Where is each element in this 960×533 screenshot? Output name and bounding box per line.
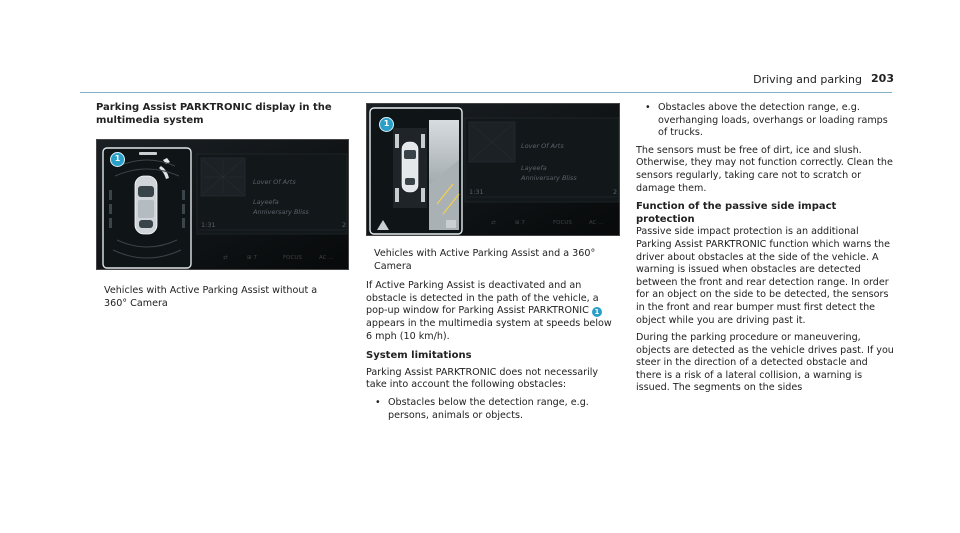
bullet-text: Obstacles above the detection range, e.g. overhanging loads, overhangs or loading ramps of trucks. [658, 102, 888, 139]
parktronic-360-display-image [366, 103, 620, 236]
bullet-item [636, 102, 896, 140]
bottom-bar-item: ⊞ 7 [247, 255, 257, 261]
column-2 [366, 248, 620, 422]
bottom-bar-item: AC ... [319, 255, 334, 261]
bottom-bar-item: ⇄ [223, 255, 228, 261]
subheading: Function of the passive side impact protection [636, 201, 837, 225]
track-time-end: 2 [613, 188, 618, 196]
paragraph: During the parking procedure or maneuvering, objects are detected as the vehicle drives past. If you steer in the direction of a detected obstacle and there is a risk of a lateral collision, a warning is issued. The segments on the sides [636, 332, 894, 394]
column-1 [96, 102, 350, 127]
track-title: Lover Of Arts [521, 142, 564, 150]
page-number: 203 [871, 72, 894, 85]
track-title: Lover Of Arts [253, 178, 296, 186]
paragraph: Passive side impact protection is an additional Parking Assist PARKTRONIC function which warns the driver about obstacles at the side of the vehicle. A warning is issued when obstacles are detected between the front and rear detection range. In order for an object on the side to be detected, the sensors in the front and rear bumper must first detect the object while you are driving past it. [636, 226, 891, 326]
bottom-bar-item: ⇄ [491, 220, 496, 226]
bullet-text: Obstacles below the detection range, e.g. persons, animals or objects. [388, 396, 589, 421]
paragraph [366, 280, 620, 343]
bullet-symbol: • [375, 396, 381, 408]
column-3 [636, 102, 896, 395]
image-caption: Vehicles with Active Parking Assist without a 360° Camera [104, 285, 318, 309]
parktronic-360-screen-graphic [367, 104, 620, 236]
callout-badge: 1 [110, 152, 125, 167]
column-1-caption-block [96, 285, 350, 310]
callout-badge: 1 [379, 117, 394, 132]
album-name: Anniversary Bliss [253, 208, 309, 216]
bullet-symbol: • [645, 102, 651, 113]
artist-name: Layeefa [253, 198, 279, 206]
paragraph-text: If Active Parking Assist is deactivated and an obstacle is detected in the path of the vehicle, a pop-up window for Parking Assist PARKTRONIC [366, 280, 599, 317]
bottom-bar-item: FOCUS [553, 220, 572, 226]
track-time: 1:31 [201, 221, 216, 229]
parktronic-display-image [96, 139, 349, 270]
paragraph: The sensors must be free of dirt, ice and slush. Otherwise, they may not function correctly. Clean the sensors regularly, taking care not to scratch or damage them. [636, 144, 893, 194]
header-divider [80, 92, 892, 93]
bottom-bar-item: AC ... [589, 220, 604, 226]
subheading: System limitations [366, 350, 472, 362]
album-name: Anniversary Bliss [521, 174, 577, 182]
track-time: 1:31 [469, 188, 484, 196]
callout-badge-inline: 1 [592, 307, 602, 317]
artist-name: Layeefa [521, 164, 547, 172]
section-heading: Parking Assist PARKTRONIC display in the multimedia system [96, 102, 332, 126]
bottom-bar-item: ⊞ 7 [515, 220, 525, 226]
paragraph-text: appears in the multimedia system at speeds below 6 mph (10 km/h). [366, 317, 612, 342]
parktronic-screen-graphic [97, 140, 349, 270]
paragraph: Parking Assist PARKTRONIC does not necessarily take into account the following obstacles: [366, 366, 599, 391]
bottom-bar-item: FOCUS [283, 255, 302, 261]
bullet-item [366, 397, 620, 422]
running-header-section: Driving and parking [753, 73, 862, 86]
track-time-end: 2 [342, 221, 347, 229]
image-caption: Vehicles with Active Parking Assist and a 360° Camera [374, 248, 596, 272]
